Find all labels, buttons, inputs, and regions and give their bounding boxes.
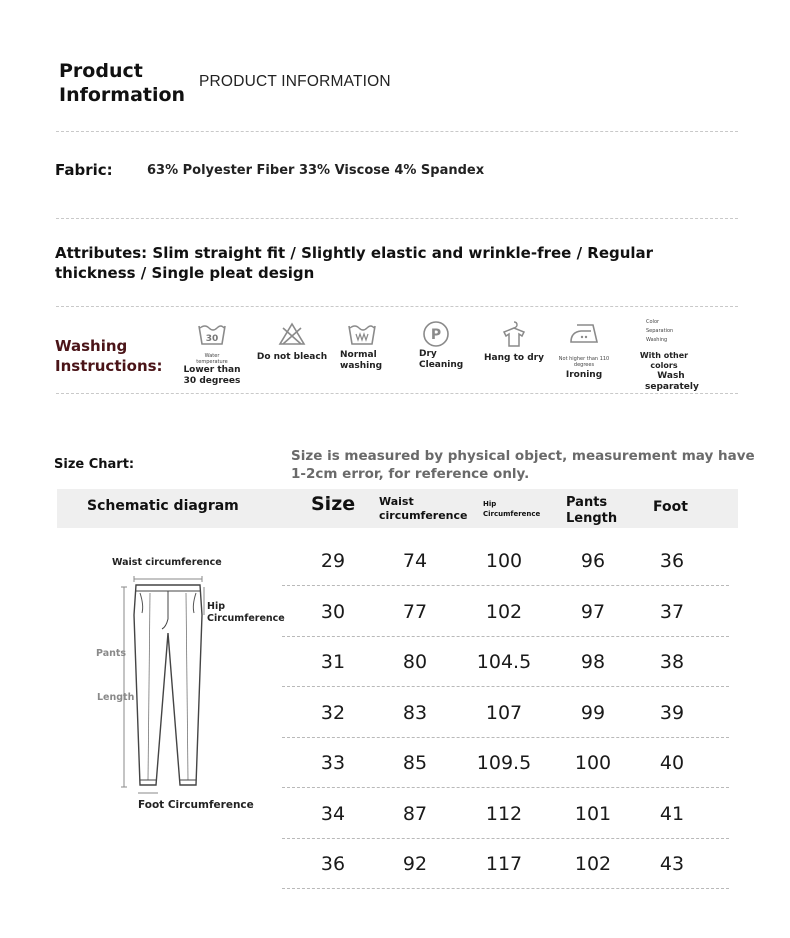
size-chart-label: Size Chart: <box>54 457 135 472</box>
table-row <box>282 738 729 788</box>
cell-hip: 102 <box>485 600 523 623</box>
cell-length: 97 <box>580 600 606 623</box>
wash-item-label: Lower than 30 degrees <box>183 365 241 386</box>
cell-foot: 41 <box>659 802 685 825</box>
fabric-value: 63% Polyester Fiber 33% Viscose 4% Spandex <box>147 163 485 178</box>
cell-waist: 92 <box>402 853 428 875</box>
cell-size: 29 <box>320 550 346 572</box>
cell-hip: 112 <box>485 802 523 825</box>
cell-hip: 109.5 <box>476 752 532 774</box>
wash-item-temperature <box>176 322 248 387</box>
size-chart-note: Size is measured by physical object, measurement may have 1-2cm error, for reference only. <box>291 448 755 482</box>
cell-foot: 36 <box>659 550 685 572</box>
cell-waist: 74 <box>402 550 428 572</box>
cell-foot: 38 <box>659 651 685 673</box>
wash-item-label-top: With other colors <box>639 351 689 370</box>
cell-waist: 87 <box>402 802 428 825</box>
cell-size: 33 <box>320 752 346 774</box>
wash-item-label: Do not bleach <box>256 352 328 362</box>
wash-item-label: Dry Cleaning <box>419 349 464 370</box>
table-header <box>57 489 738 528</box>
cell-length: 100 <box>574 752 612 774</box>
washing-label-line-2: Instructions: <box>55 357 163 375</box>
cell-foot: 43 <box>659 853 685 875</box>
diagram-waist-label: Waist circumference <box>112 557 222 568</box>
pants-diagram <box>118 575 210 797</box>
table-row <box>282 637 729 687</box>
cell-size: 32 <box>320 701 346 724</box>
page-title <box>59 59 185 107</box>
cell-foot: 39 <box>659 701 685 724</box>
header-size: Size <box>311 493 356 515</box>
diagram-foot-label: Foot Circumference <box>138 799 254 811</box>
separate-small: Color Separation Washing <box>646 319 674 343</box>
diagram-pants-label: Pants <box>96 648 127 659</box>
table-row <box>282 839 729 889</box>
wash-item-hang <box>482 320 546 364</box>
table-row <box>282 688 729 738</box>
cell-length: 102 <box>574 853 612 875</box>
wash-item-iron <box>548 322 620 381</box>
divider <box>56 131 738 132</box>
cell-hip: 107 <box>485 701 523 724</box>
table-row <box>282 789 729 839</box>
wash-temp-number: 30 <box>205 334 219 344</box>
cell-hip: 104.5 <box>476 651 532 673</box>
cell-waist: 80 <box>402 651 428 673</box>
wash-item-bleach <box>256 322 328 363</box>
cell-waist: 83 <box>402 701 428 724</box>
header-foot: Foot <box>653 499 688 515</box>
cell-size: 31 <box>320 651 346 673</box>
cell-foot: 37 <box>659 600 685 623</box>
wash-item-normal <box>335 322 385 372</box>
wash-30-icon <box>197 322 227 346</box>
cell-length: 98 <box>580 651 606 673</box>
hang-dry-icon <box>500 320 528 348</box>
cell-waist: 85 <box>402 752 428 774</box>
table-row <box>282 536 729 586</box>
cell-size: 30 <box>320 600 346 623</box>
table-row <box>282 587 729 637</box>
cell-length: 101 <box>574 802 612 825</box>
dry-clean-icon <box>422 320 450 348</box>
fabric-label: Fabric: <box>55 161 113 179</box>
water-temp-small: Water temperature <box>196 353 228 365</box>
title-line-1: Product <box>59 60 143 82</box>
iron-small: Not higher than 110 degrees <box>558 356 610 368</box>
page-subtitle: PRODUCT INFORMATION <box>199 73 391 90</box>
cell-hip: 117 <box>485 853 523 875</box>
wash-item-label: Normal washing <box>340 350 383 371</box>
wash-item-label: Ironing <box>565 370 603 380</box>
no-bleach-icon <box>278 322 306 346</box>
wash-item-label: Wash separately <box>645 371 699 392</box>
cell-foot: 40 <box>659 752 685 774</box>
header-diagram: Schematic diagram <box>87 498 239 514</box>
washing-label <box>55 336 163 376</box>
cell-length: 99 <box>580 701 606 724</box>
divider <box>56 218 738 219</box>
diagram-hip-label: Hip Circumference <box>207 601 285 624</box>
cell-length: 96 <box>580 550 606 572</box>
cell-hip: 100 <box>485 550 523 572</box>
svg-text:P: P <box>430 327 442 343</box>
wash-item-dry-clean <box>416 320 464 371</box>
header-hip: Hip Circumference <box>483 500 541 518</box>
iron-icon <box>567 322 601 346</box>
header-waist: Waist circumference <box>379 495 468 522</box>
cell-size: 36 <box>320 853 346 875</box>
attributes-text: Attributes: Slim straight fit / Slightly elastic and wrinkle-free / Regular thickness / Single pleat design <box>55 244 654 282</box>
cell-size: 34 <box>320 802 346 825</box>
normal-wash-icon <box>347 322 377 346</box>
wash-item-separate <box>627 318 701 393</box>
header-length: Pants Length <box>566 495 618 526</box>
divider <box>56 393 738 394</box>
divider <box>56 306 738 307</box>
wash-item-label: Hang to dry <box>484 353 544 363</box>
diagram-length-label: Length <box>97 692 135 703</box>
washing-label-line-1: Washing <box>55 337 128 355</box>
cell-waist: 77 <box>402 600 428 623</box>
title-line-2: Information <box>59 84 186 106</box>
